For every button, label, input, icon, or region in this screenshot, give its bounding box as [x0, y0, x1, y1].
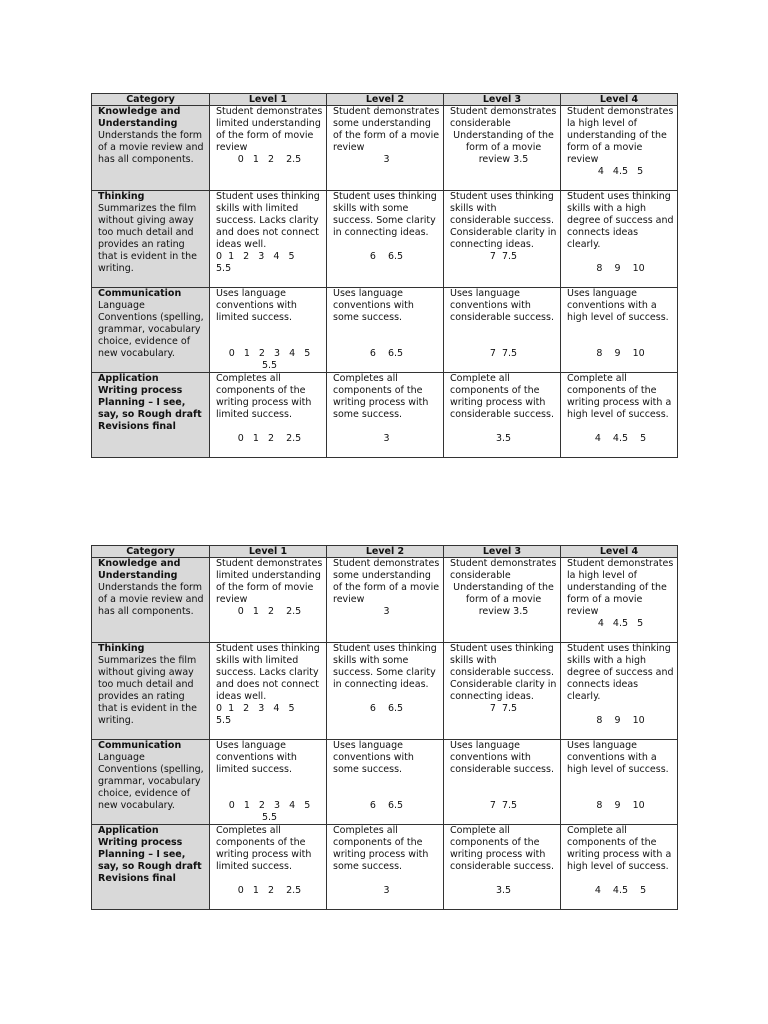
level-cell [444, 106, 561, 191]
category-description: Understands the form of a movie review and has all components. [98, 582, 204, 617]
table-row [92, 191, 678, 288]
level-score: 6 6.5 [369, 800, 404, 811]
header-level-1: Level 1 [210, 94, 327, 106]
level-cell [444, 740, 561, 825]
level-cell [561, 106, 678, 191]
level-score: 3 [383, 606, 390, 617]
category-cell [92, 191, 210, 288]
table-row [92, 106, 678, 191]
level-score: 0 1 2 2.5 [237, 433, 302, 444]
level-score: 0 1 2 2.5 [237, 154, 302, 165]
level-cell [327, 740, 444, 825]
category-title: Thinking [98, 643, 145, 654]
level-description: Completes all components of the writing process with limited success. [216, 373, 312, 420]
level-description: Student uses thinking skills with limited success. Lacks clarity and does not connect ideas well. [216, 643, 320, 702]
level-cell [327, 558, 444, 643]
level-score: 6 6.5 [369, 348, 404, 359]
level-description: Uses language conventions with some success. [333, 740, 414, 775]
level-cell [561, 373, 678, 458]
level-description: Complete all components of the writing process with considerable success. [450, 373, 554, 420]
level-description: Complete all components of the writing process with a high level of success. [567, 825, 672, 872]
category-title: Thinking [98, 191, 145, 202]
level-description: Student demonstrates limited understanding of the form of movie review [216, 106, 323, 153]
level-description: Student uses thinking skills with a high degree of success and connects ideas clearly. [567, 191, 674, 250]
level-cell [327, 191, 444, 288]
category-description: Summarizes the film without giving away too much detail and provides an rating that is evident in the writing. [98, 203, 197, 274]
category-title: Communication [98, 288, 182, 299]
level-description: Student demonstrates la high level of understanding of the form of a movie review [567, 106, 674, 165]
category-title: Application [98, 825, 159, 836]
level-cell [561, 558, 678, 643]
level-description: Student uses thinking skills with a high degree of success and connects ideas clearly. [567, 643, 674, 702]
level-cell [210, 558, 327, 643]
level-description: Student uses thinking skills with limited success. Lacks clarity and does not connect ideas well. [216, 191, 320, 250]
header-level-4: Level 4 [561, 546, 678, 558]
level-cell [327, 643, 444, 740]
level-score-extra: 5.5 [216, 263, 232, 274]
category-description: Summarizes the film without giving away too much detail and provides an rating that is evident in the writing. [98, 655, 197, 726]
level-description: Complete all components of the writing process with a high level of success. [567, 373, 672, 420]
level-score: 0 1 2 2.5 [237, 606, 302, 617]
category-description: Writing process Planning – I see, say, so Rough draft Revisions final [98, 837, 202, 884]
level-cell [327, 825, 444, 910]
level-description: Complete all components of the writing process with considerable success. [450, 825, 554, 872]
level-cell [210, 740, 327, 825]
level-score-extra: 5.5 [261, 360, 278, 371]
header-level-2: Level 2 [327, 94, 444, 106]
level-score: 0 1 2 3 4 5 [228, 348, 311, 359]
header-level-3: Level 3 [444, 94, 561, 106]
level-score: 6 6.5 [369, 251, 404, 262]
category-cell [92, 288, 210, 373]
level-score: 4 4.5 5 [597, 618, 644, 629]
level-description: Completes all components of the writing process with some success. [333, 373, 429, 420]
level-score: 8 9 10 [596, 715, 645, 726]
level-description: Uses language conventions with considerable success. [450, 288, 554, 323]
header-row [92, 94, 678, 106]
level-score: 8 9 10 [596, 263, 645, 274]
level-score: 4 4.5 5 [594, 885, 647, 896]
level-cell [327, 288, 444, 373]
level-score: 0 1 2 3 4 5 [216, 251, 295, 262]
level-description: Completes all components of the writing process with some success. [333, 825, 429, 872]
level-cell [210, 106, 327, 191]
level-score: 7 7.5 [489, 703, 518, 714]
category-cell [92, 643, 210, 740]
category-description: Language Conventions (spelling, grammar, vocabulary choice, evidence of new vocabulary. [98, 300, 204, 359]
level-cell [444, 558, 561, 643]
category-title: Application [98, 373, 159, 384]
category-cell [92, 106, 210, 191]
level-score: 7 7.5 [489, 348, 518, 359]
level-cell [210, 373, 327, 458]
category-cell [92, 558, 210, 643]
table-row [92, 740, 678, 825]
category-title: Knowledge and Understanding [98, 106, 181, 129]
level-score: 6 6.5 [369, 703, 404, 714]
category-description: Language Conventions (spelling, grammar, vocabulary choice, evidence of new vocabulary. [98, 752, 204, 811]
category-title: Communication [98, 740, 182, 751]
level-cell [444, 373, 561, 458]
level-description: Uses language conventions with a high level of success. [567, 288, 669, 323]
header-category: Category [92, 546, 210, 558]
level-description: Student uses thinking skills with some success. Some clarity in connecting ideas. [333, 643, 437, 690]
level-description: Completes all components of the writing process with limited success. [216, 825, 312, 872]
level-cell [210, 191, 327, 288]
category-cell [92, 825, 210, 910]
table-row [92, 373, 678, 458]
level-cell [444, 825, 561, 910]
level-score-extra: 5.5 [216, 715, 232, 726]
category-cell [92, 740, 210, 825]
level-description: Student demonstrates considerable [450, 558, 557, 581]
level-description: Student uses thinking skills with some success. Some clarity in connecting ideas. [333, 191, 437, 238]
category-description: Writing process Planning – I see, say, so Rough draft Revisions final [98, 385, 202, 432]
level-score: 8 9 10 [596, 800, 645, 811]
level-description: Student uses thinking skills with considerable success. Considerable clarity in connecting ideas. [450, 643, 557, 702]
table-row [92, 643, 678, 740]
level-cell [561, 740, 678, 825]
level-description: Uses language conventions with a high level of success. [567, 740, 669, 775]
level-description: Student demonstrates some understanding of the form of a movie review [333, 106, 440, 153]
level-description: Student demonstrates considerable [450, 106, 557, 129]
level-description: Uses language conventions with limited success. [216, 288, 297, 323]
rubric-table-2 [91, 545, 678, 910]
level-score: 0 1 2 3 4 5 [228, 800, 311, 811]
level-score: 7 7.5 [489, 251, 518, 262]
level-score: 8 9 10 [596, 348, 645, 359]
level-cell [327, 106, 444, 191]
level-score: 0 1 2 2.5 [237, 885, 302, 896]
level-cell [561, 191, 678, 288]
level-description: Student demonstrates la high level of understanding of the form of a movie review [567, 558, 674, 617]
category-title: Knowledge and Understanding [98, 558, 181, 581]
level-description: Uses language conventions with considerable success. [450, 740, 554, 775]
header-level-1: Level 1 [210, 546, 327, 558]
level-cell [444, 191, 561, 288]
level-cell [561, 643, 678, 740]
level-description-continued: Understanding of the form of a movie review 3.5 [453, 130, 554, 165]
header-level-4: Level 4 [561, 94, 678, 106]
table-row [92, 825, 678, 910]
level-score: 3 [383, 433, 390, 444]
level-cell [444, 643, 561, 740]
level-score: 4 4.5 5 [597, 166, 644, 177]
rubric-table-1 [91, 93, 678, 458]
header-level-3: Level 3 [444, 546, 561, 558]
level-score: 3 [383, 154, 390, 165]
header-level-2: Level 2 [327, 546, 444, 558]
level-cell [210, 288, 327, 373]
level-cell [210, 643, 327, 740]
level-description: Student demonstrates limited understanding of the form of movie review [216, 558, 323, 605]
level-score: 4 4.5 5 [594, 433, 647, 444]
level-score: 3 [383, 885, 390, 896]
level-description: Student demonstrates some understanding of the form of a movie review [333, 558, 440, 605]
level-description: Uses language conventions with some success. [333, 288, 414, 323]
category-description: Understands the form of a movie review and has all components. [98, 130, 204, 165]
header-row [92, 546, 678, 558]
level-score: 3.5 [495, 885, 512, 896]
category-cell [92, 373, 210, 458]
level-cell [561, 825, 678, 910]
level-cell [210, 825, 327, 910]
level-cell [444, 288, 561, 373]
level-score: 7 7.5 [489, 800, 518, 811]
level-description: Uses language conventions with limited success. [216, 740, 297, 775]
level-description: Student uses thinking skills with considerable success. Considerable clarity in connecting ideas. [450, 191, 557, 250]
level-description-continued: Understanding of the form of a movie review 3.5 [453, 582, 554, 617]
level-score: 0 1 2 3 4 5 [216, 703, 295, 714]
level-score-extra: 5.5 [261, 812, 278, 823]
header-category: Category [92, 94, 210, 106]
table-row [92, 288, 678, 373]
level-cell [561, 288, 678, 373]
level-cell [327, 373, 444, 458]
level-score: 3.5 [495, 433, 512, 444]
table-row [92, 558, 678, 643]
